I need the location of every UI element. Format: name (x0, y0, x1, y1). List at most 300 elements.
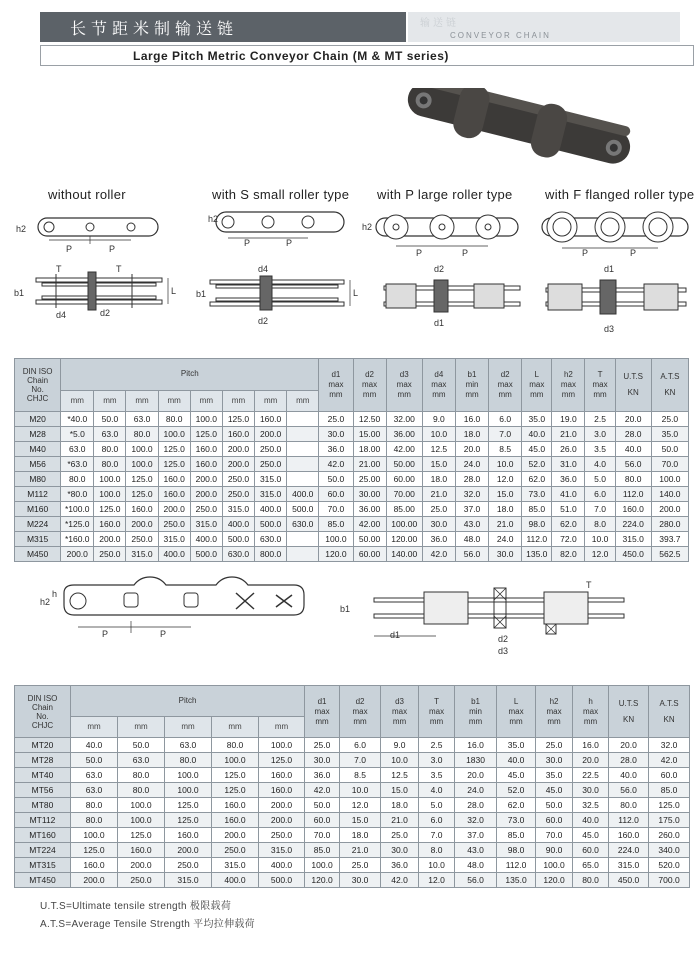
table-cell: 36.00 (353, 502, 386, 517)
table-cell: 112.0 (615, 487, 651, 502)
table-cell: 10.0 (585, 532, 615, 547)
table-cell: 7.0 (585, 502, 615, 517)
table-cell: 36.0 (305, 768, 340, 783)
label-h2: h2 (16, 224, 27, 234)
label-p: P (286, 238, 293, 248)
diagram-top-s-roller (196, 262, 366, 328)
table-cell: 30.0 (319, 427, 353, 442)
table-cell: 22.5 (573, 768, 609, 783)
table-cell: 21.0 (422, 487, 455, 502)
table-cell: 80.0 (94, 442, 126, 457)
table-cell: 450.0 (615, 547, 651, 562)
table-cell: 520.0 (649, 858, 690, 873)
table-cell: 125.0 (212, 783, 259, 798)
chain-no-cell: M450 (15, 547, 61, 562)
table-cell: 30.0 (489, 547, 522, 562)
label-t: T (116, 264, 122, 274)
header-h: h max mm (573, 686, 609, 738)
table-cell: 4.0 (585, 457, 615, 472)
table-cell (287, 427, 319, 442)
table-cell: 60.0 (573, 843, 609, 858)
table-cell: 30.0 (305, 753, 340, 768)
chain-no-cell: M20 (15, 412, 61, 427)
header-uts: U.T.S KN (609, 686, 649, 738)
table-cell: 70.0 (319, 502, 353, 517)
table-cell: 160.0 (71, 858, 118, 873)
table-cell: 36.0 (319, 442, 353, 457)
footnote-ats: A.T.S=Average Tensile Strength 平均拉伸载荷 (40, 919, 255, 930)
table-cell: *40.0 (61, 412, 94, 427)
label-p: P (244, 238, 251, 248)
table-cell: 125.0 (190, 427, 222, 442)
table-cell: 15.00 (353, 427, 386, 442)
table-cell: 224.0 (609, 843, 649, 858)
table-cell: 500.0 (190, 547, 222, 562)
table-cell: 3.0 (585, 427, 615, 442)
footnote-uts: U.T.S=Ultimate tensile strength 极限载荷 (40, 901, 232, 912)
label-d3: d3 (604, 324, 615, 334)
table-cell: 60.0 (305, 813, 340, 828)
table-cell: 50.00 (353, 532, 386, 547)
table-cell: 4.0 (419, 783, 455, 798)
chain-no-cell: MT56 (15, 783, 71, 798)
table-cell: 90.0 (536, 843, 573, 858)
chain-no-cell: MT20 (15, 738, 71, 753)
header-h2: h2 max mm (552, 359, 585, 412)
table-cell: 18.0 (381, 798, 419, 813)
chain-no-cell: M112 (15, 487, 61, 502)
table-row (15, 457, 689, 472)
table-cell: 160.0 (190, 442, 222, 457)
unit-mm: mm (212, 717, 259, 738)
table-cell: 60.0 (319, 487, 353, 502)
table-cell: 32.00 (386, 412, 422, 427)
table-cell: 80.0 (573, 873, 609, 888)
diagram-top-f-roller (540, 262, 692, 336)
label-b1: b1 (14, 288, 25, 298)
label-b1: b1 (196, 289, 207, 299)
table-row (15, 873, 690, 888)
table-cell: 7.0 (419, 828, 455, 843)
table-cell: 18.0 (489, 502, 522, 517)
table-cell: 160.0 (126, 502, 158, 517)
table-cell: 25.00 (353, 472, 386, 487)
label-h2: h2 (40, 597, 51, 607)
table-cell: 160.0 (158, 472, 190, 487)
table-cell: 63.0 (118, 753, 165, 768)
table-cell: 24.0 (455, 457, 488, 472)
table-cell: 200.0 (94, 532, 126, 547)
table-cell: 160.0 (255, 412, 287, 427)
table-cell: 3.5 (419, 768, 455, 783)
table-cell: 62.0 (522, 472, 552, 487)
unit-mm: mm (165, 717, 212, 738)
table-cell: 72.0 (552, 532, 585, 547)
table-cell: 30.0 (422, 517, 455, 532)
chain-no-cell: MT224 (15, 843, 71, 858)
diagram-mt-top (340, 578, 636, 660)
table-cell: 400.0 (259, 858, 305, 873)
header-d3: d3 max mm (386, 359, 422, 412)
table-cell: 85.0 (305, 843, 340, 858)
chain-no-cell: MT450 (15, 873, 71, 888)
table-cell: 35.0 (522, 412, 552, 427)
table-cell: 32.0 (649, 738, 690, 753)
table-cell: 65.0 (573, 858, 609, 873)
header-ats: A.T.S KN (649, 686, 690, 738)
header-b1: b1 min mm (455, 686, 497, 738)
chain-no-cell: M56 (15, 457, 61, 472)
table-cell: 50.00 (386, 457, 422, 472)
header-right-cn: 输送链 (420, 18, 459, 29)
table-cell: 36.0 (422, 532, 455, 547)
table-cell: 24.0 (489, 532, 522, 547)
table-cell: 50.0 (118, 738, 165, 753)
table-cell: 200.0 (61, 547, 94, 562)
table-cell: 100.0 (118, 798, 165, 813)
header-d1: d1 max mm (305, 686, 340, 738)
table-cell: 30.0 (536, 753, 573, 768)
table-cell: 15.0 (489, 487, 522, 502)
mt-series-table (14, 685, 690, 888)
table-cell: 26.0 (552, 442, 585, 457)
table-cell: 15.0 (381, 783, 419, 798)
table-cell: 60.00 (353, 547, 386, 562)
table-cell: 200.0 (118, 858, 165, 873)
header-din: DIN ISO Chain No. CHJC (15, 686, 71, 738)
label-d1: d1 (390, 630, 401, 640)
table-cell: 18.0 (422, 472, 455, 487)
table-cell: 224.0 (615, 517, 651, 532)
table-cell: 200.0 (259, 813, 305, 828)
table-cell: 40.0 (615, 442, 651, 457)
table-cell: 125.0 (212, 768, 259, 783)
table-cell: 125.0 (94, 502, 126, 517)
table-cell: 5.0 (585, 472, 615, 487)
table-cell: 42.00 (386, 442, 422, 457)
table-cell: 50.0 (71, 753, 118, 768)
label-l: L (353, 288, 359, 298)
header-d1: d1 max mm (319, 359, 353, 412)
table-cell: 2.5 (419, 738, 455, 753)
table-cell: 125.0 (649, 798, 690, 813)
table-row (15, 768, 690, 783)
table-cell: *160.0 (61, 532, 94, 547)
table-cell: 135.0 (497, 873, 536, 888)
table-cell: 80.0 (615, 472, 651, 487)
caption-f-roller: with F flanged roller type (545, 187, 695, 202)
table-cell: 125.0 (165, 798, 212, 813)
table-row (15, 843, 690, 858)
table-cell (287, 412, 319, 427)
table-cell: 100.0 (305, 858, 340, 873)
table-cell: 36.0 (381, 858, 419, 873)
table-cell: 250.0 (190, 502, 222, 517)
table-cell: 7.0 (340, 753, 381, 768)
table-cell: 21.0 (381, 813, 419, 828)
table-cell: 8.0 (419, 843, 455, 858)
table-cell: 125.0 (126, 472, 158, 487)
table-cell: 315.0 (609, 858, 649, 873)
table-cell: 73.0 (497, 813, 536, 828)
table-cell: 112.0 (497, 858, 536, 873)
table-cell: 200.0 (259, 798, 305, 813)
table-cell: 70.00 (386, 487, 422, 502)
table-cell: 200.0 (165, 843, 212, 858)
label-p: P (462, 248, 469, 258)
table-cell: 32.0 (455, 813, 497, 828)
table-cell: 20.0 (573, 753, 609, 768)
table-cell: 250.0 (259, 828, 305, 843)
unit-mm: mm (94, 390, 126, 411)
table-cell: 25.0 (305, 738, 340, 753)
table-cell: 315.0 (212, 858, 259, 873)
table-cell: 80.0 (165, 753, 212, 768)
table-cell: 40.0 (497, 753, 536, 768)
table-cell: 340.0 (649, 843, 690, 858)
table-cell: 10.0 (489, 457, 522, 472)
table-cell: 400.0 (212, 873, 259, 888)
table-cell: 30.0 (573, 783, 609, 798)
header-l: L max mm (522, 359, 552, 412)
table-cell: 40.0 (609, 768, 649, 783)
table-cell: 160.0 (212, 813, 259, 828)
table-cell: 25.0 (381, 828, 419, 843)
label-d2: d2 (258, 316, 269, 326)
label-d3: d3 (498, 646, 509, 656)
table-cell: *125.0 (61, 517, 94, 532)
table-cell: 25.0 (651, 412, 688, 427)
label-p: P (160, 629, 167, 639)
table-cell: 5.0 (419, 798, 455, 813)
table-cell: 36.0 (552, 472, 585, 487)
table-cell: 15.0 (340, 813, 381, 828)
table-cell: 80.0 (126, 427, 158, 442)
table-cell: 3.5 (585, 442, 615, 457)
label-p: P (66, 244, 73, 254)
table-cell: 48.0 (455, 532, 488, 547)
table-cell: 100.00 (386, 517, 422, 532)
table-cell: 60.0 (649, 768, 690, 783)
header-pitch: Pitch (61, 359, 319, 391)
table-cell: 200.0 (222, 442, 254, 457)
table-cell: 160.0 (165, 828, 212, 843)
table-cell: 30.0 (381, 843, 419, 858)
table-cell: 60.0 (536, 813, 573, 828)
table-cell: 16.0 (455, 412, 488, 427)
table-cell: 260.0 (649, 828, 690, 843)
label-p: P (630, 248, 637, 258)
label-p: P (109, 244, 116, 254)
table-cell: 21.0 (552, 427, 585, 442)
table-cell: 16.0 (573, 738, 609, 753)
table-cell: 100.0 (536, 858, 573, 873)
table-cell: 85.0 (319, 517, 353, 532)
chain-no-cell: MT315 (15, 858, 71, 873)
table-cell: 70.0 (651, 457, 688, 472)
table-row (15, 783, 690, 798)
subtitle: Large Pitch Metric Conveyor Chain (M & MT series) (133, 49, 449, 63)
chain-no-cell: MT40 (15, 768, 71, 783)
label-d1: d1 (604, 264, 615, 274)
table-cell: 3.0 (419, 753, 455, 768)
label-d2: d2 (434, 264, 445, 274)
chain-no-cell: M80 (15, 472, 61, 487)
table-cell: 56.0 (609, 783, 649, 798)
unit-mm: mm (126, 390, 158, 411)
table-cell: 140.00 (386, 547, 422, 562)
table-cell: 100.0 (126, 457, 158, 472)
table-cell: 135.0 (522, 547, 552, 562)
table-cell: 160.0 (190, 457, 222, 472)
table-row (15, 517, 689, 532)
diagram-side-p-roller (362, 206, 522, 258)
table-cell: 48.0 (455, 858, 497, 873)
table-cell (287, 547, 319, 562)
table-cell: 62.0 (552, 517, 585, 532)
unit-mm: mm (118, 717, 165, 738)
unit-mm: mm (190, 390, 222, 411)
header-d2b: d2 max mm (489, 359, 522, 412)
label-t: T (586, 580, 592, 590)
unit-mm: mm (287, 390, 319, 411)
table-row (15, 532, 689, 547)
table-cell: 2.5 (585, 412, 615, 427)
table-cell: 250.0 (222, 487, 254, 502)
table-cell (287, 457, 319, 472)
table-cell: 80.0 (609, 798, 649, 813)
label-l: L (171, 286, 177, 296)
chain-no-cell: MT28 (15, 753, 71, 768)
chain-no-cell: M224 (15, 517, 61, 532)
table-cell: 250.0 (118, 873, 165, 888)
table-cell: 315.0 (259, 843, 305, 858)
table-cell: 12.5 (381, 768, 419, 783)
table-cell: 21.0 (340, 843, 381, 858)
table-cell: 160.0 (212, 798, 259, 813)
table-cell: 8.0 (585, 517, 615, 532)
table-cell: *63.0 (61, 457, 94, 472)
table-cell: 125.0 (259, 753, 305, 768)
table-cell: 112.0 (609, 813, 649, 828)
table-cell: 82.0 (552, 547, 585, 562)
table-cell: 62.0 (497, 798, 536, 813)
table-cell: 37.0 (455, 828, 497, 843)
table-row (15, 412, 689, 427)
table-cell: 125.0 (222, 412, 254, 427)
table-cell: 1830 (455, 753, 497, 768)
table-cell: 45.0 (573, 828, 609, 843)
table-cell: 125.0 (71, 843, 118, 858)
table-cell: 500.0 (259, 873, 305, 888)
table-cell: 50.0 (651, 442, 688, 457)
table-cell: 160.0 (609, 828, 649, 843)
unit-mm: mm (61, 390, 94, 411)
table-cell: 562.5 (651, 547, 688, 562)
table-cell: 250.0 (165, 858, 212, 873)
table-cell: 63.0 (94, 427, 126, 442)
table-cell: 315.0 (255, 487, 287, 502)
table-cell: 12.0 (419, 873, 455, 888)
table-cell: 200.0 (255, 427, 287, 442)
table-cell: 80.0 (71, 813, 118, 828)
label-d4: d4 (56, 310, 67, 320)
table-cell: 140.0 (651, 487, 688, 502)
table-cell: 125.0 (118, 828, 165, 843)
table-cell: 45.0 (536, 783, 573, 798)
table-row (15, 828, 690, 843)
header-t: T max mm (585, 359, 615, 412)
unit-mm: mm (71, 717, 118, 738)
table-cell: 25.0 (319, 412, 353, 427)
table-cell: 63.0 (61, 442, 94, 457)
table-cell: 40.0 (71, 738, 118, 753)
table-cell: 400.0 (190, 532, 222, 547)
table-cell: 250.0 (94, 547, 126, 562)
table-cell: 100.0 (94, 472, 126, 487)
table-cell: 98.0 (522, 517, 552, 532)
table-cell: 21.00 (353, 457, 386, 472)
table-cell: 36.00 (386, 427, 422, 442)
table-cell: 6.0 (340, 738, 381, 753)
table-cell: 800.0 (255, 547, 287, 562)
table-cell: 28.0 (615, 427, 651, 442)
table-cell: 450.0 (609, 873, 649, 888)
table-row (15, 753, 690, 768)
header-d4: d4 max mm (422, 359, 455, 412)
table-cell: 100.0 (165, 783, 212, 798)
table-cell: 19.0 (552, 412, 585, 427)
table-cell: 20.0 (609, 738, 649, 753)
table-cell: 200.0 (126, 517, 158, 532)
table-cell: 12.0 (585, 547, 615, 562)
table-cell (287, 532, 319, 547)
caption-p-roller: with P large roller type (377, 187, 513, 202)
table-row (15, 798, 690, 813)
table-cell: 85.0 (497, 828, 536, 843)
table-cell: 8.5 (489, 442, 522, 457)
table-cell: 35.0 (497, 738, 536, 753)
table-cell: 315.0 (615, 532, 651, 547)
table-cell (287, 442, 319, 457)
table-row (15, 487, 689, 502)
table-cell: 35.0 (536, 768, 573, 783)
table-cell: 500.0 (287, 502, 319, 517)
table-cell: 250.0 (255, 457, 287, 472)
table-cell: 315.0 (126, 547, 158, 562)
table-cell: 42.0 (319, 457, 353, 472)
table-cell: 45.0 (497, 768, 536, 783)
table-cell (287, 472, 319, 487)
label-d1: d1 (434, 318, 445, 328)
table-cell: 63.0 (126, 412, 158, 427)
table-cell: 100.0 (71, 828, 118, 843)
table-cell: 43.0 (455, 843, 497, 858)
caption-without-roller: without roller (48, 187, 126, 202)
table-cell: 37.0 (455, 502, 488, 517)
chain-no-cell: M40 (15, 442, 61, 457)
table-cell: 250.0 (222, 472, 254, 487)
table-cell: 70.0 (305, 828, 340, 843)
table-cell: 100.0 (94, 487, 126, 502)
unit-mm: mm (158, 390, 190, 411)
table-cell: 125.0 (158, 457, 190, 472)
table-cell: 12.5 (422, 442, 455, 457)
table-cell: 42.0 (305, 783, 340, 798)
header-d2: d2 max mm (353, 359, 386, 412)
table-cell: 400.0 (158, 547, 190, 562)
unit-mm: mm (222, 390, 254, 411)
